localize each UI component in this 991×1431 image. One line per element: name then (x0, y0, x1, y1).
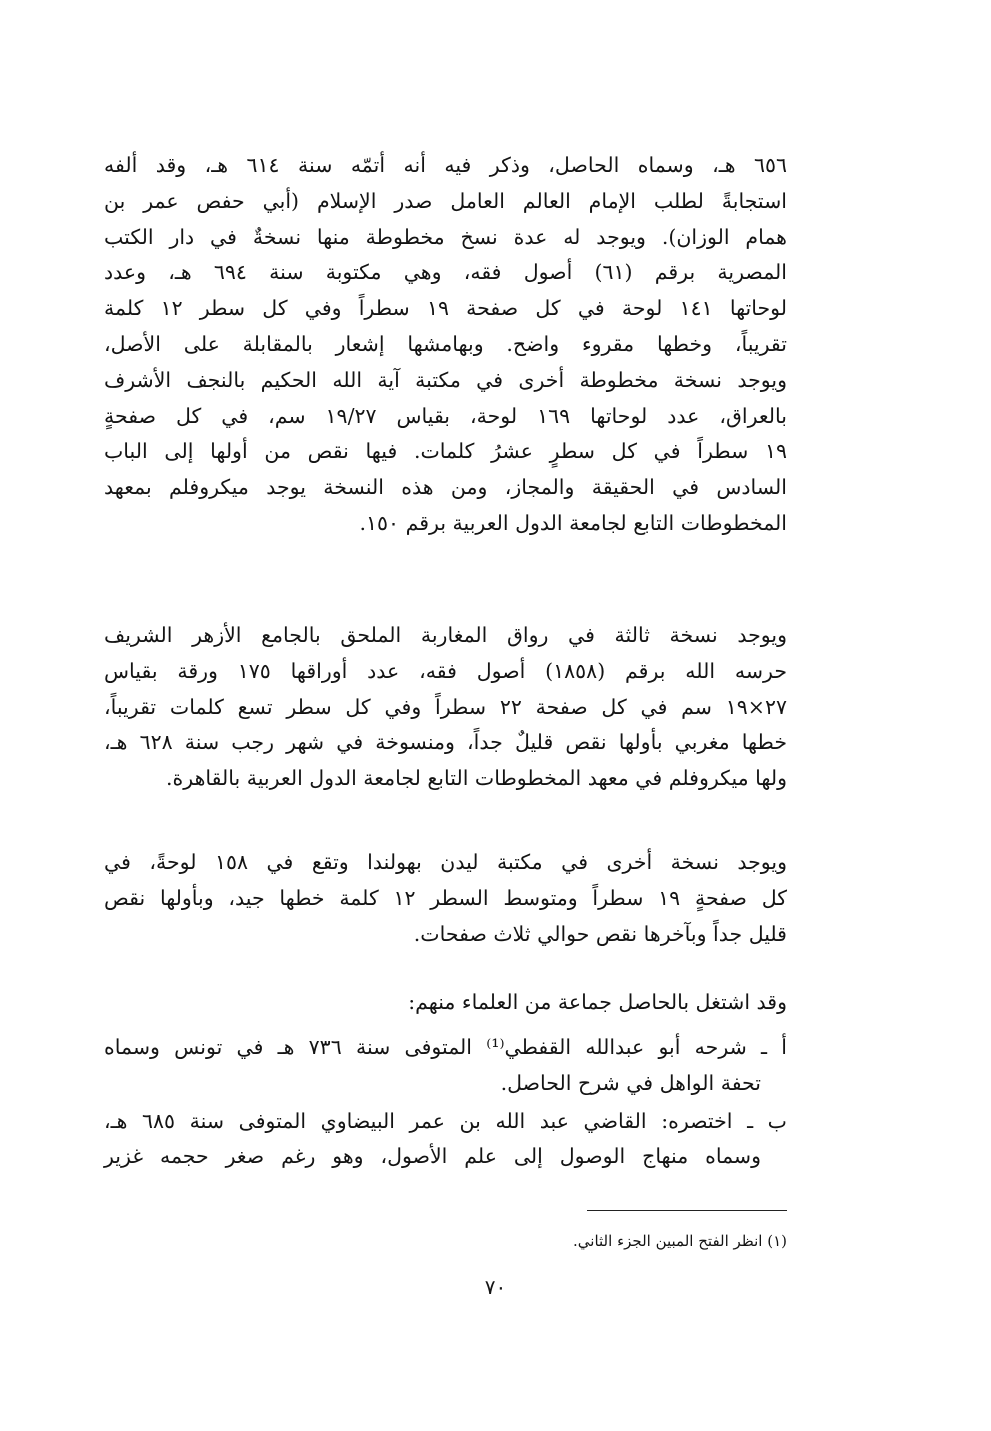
text-line: ويوجد نسخة مخطوطة أخرى في مكتبة آية الله الحكيم بالنجف الأشرف (104, 367, 787, 392)
text-line: ٦٥٦ هـ، وسماه الحاصل، وذكر فيه أنه أتمّه سنة ٦١٤ هـ، وقد ألفه (104, 153, 787, 177)
text-line: أ ـ شرحه أبو عبدالله القفطي⁽¹⁾ المتوفى سنة ٧٣٦ هـ في تونس وسماه (104, 1035, 787, 1059)
paragraph (104, 845, 787, 952)
text-line: وسماه منهاج الوصول إلى علم الأصول، وهو رغم صغر حجمه غزير (104, 1144, 761, 1169)
footnote: (١) انظر الفتح المبين الجزء الثاني. (573, 1232, 787, 1250)
text-line: خطها مغربي بأولها نقص قليلٌ جداً، ومنسوخة في شهر رجب سنة ٦٢٨ هـ، (104, 730, 787, 755)
paragraph-leiden-copy (104, 845, 787, 952)
text-line: المخطوطات التابع لجامعة الدول العربية برقم ١٥٠. (359, 510, 787, 535)
text-line: ويوجد نسخة ثالثة في رواق المغاربة الملحق بالجامع الأزهر الشريف (104, 623, 787, 647)
text-line: استجابةً لطلب الإمام العالم العامل صدر الإسلام (أبي حفص عمر بن (104, 188, 787, 213)
list-item (104, 1030, 787, 1102)
list-item (104, 1104, 787, 1176)
text-line: حرسه الله برقم (١٨٥٨) أصول فقه، عدد أوراقها ١٧٥ ورقة بقياس (104, 658, 787, 683)
text-line: تحفة الواهل في شرح الحاصل. (500, 1070, 761, 1095)
text-line: ١٩ سطراً في كل سطرٍ عشرُ كلمات. فيها نقص من أولها إلى الباب (104, 439, 787, 464)
text-line: ب ـ اختصره: القاضي عبد الله بن عمر البيضاوي المتوفى سنة ٦٨٥ هـ، (104, 1108, 787, 1133)
paragraph-scholars-intro (104, 985, 787, 1021)
text-line: ولها ميكروفلم في معهد المخطوطات التابع لجامعة الدول العربية بالقاهرة. (166, 766, 787, 791)
text-line: وقد اشتغل بالحاصل جماعة من العلماء منهم: (408, 990, 787, 1014)
paragraph-azhar-copy (104, 618, 787, 797)
paragraph (104, 148, 787, 542)
text-line: المصرية برقم (٦١) أصول فقه، وهي مكتوبة سنة ٦٩٤ هـ، وعدد (104, 260, 787, 285)
text-line: ٢٧×١٩ سم في كل صفحة ٢٢ سطراً وفي كل سطر تسع كلمات تقريباً، (104, 694, 787, 719)
text-line: ويوجد نسخة أخرى في مكتبة ليدن بهولندا وتقع في ١٥٨ لوحةً، في (104, 850, 787, 874)
text-line: بالعراق، عدد لوحاتها ١٦٩ لوحة، بقياس ١٩/٢٧ سم، في كل صفحةٍ (104, 403, 787, 428)
text-line: لوحاتها ١٤١ لوحة في كل صفحة ١٩ سطراً وفي كل سطر ١٢ كلمة (104, 296, 787, 321)
text-line: قليل جداً وبآخرها نقص حوالي ثلاث صفحات. (413, 921, 787, 946)
paragraph (104, 618, 787, 797)
footnote-divider (587, 1210, 787, 1211)
text-line: تقريباً، وخطها مقروء واضح. وبهامشها إشعار بالمقابلة على الأصل، (104, 331, 787, 356)
page-number: ٧٠ (484, 1275, 507, 1299)
text-line: كل صفحةٍ ١٩ سطراً ومتوسط السطر ١٢ كلمة خطها جيد، وبأولها نقص (104, 885, 787, 910)
text-line: همام الوزان). ويوجد له عدة نسخ مخطوطة منها نسخةٌ في دار الكتب (104, 224, 787, 249)
paragraph-manuscripts-intro (104, 148, 787, 542)
scholars-list (104, 1030, 787, 1175)
paragraph (104, 985, 787, 1021)
text-line: السادس في الحقيقة والمجاز، ومن هذه النسخة يوجد ميكروفلم بمعهد (104, 475, 787, 500)
